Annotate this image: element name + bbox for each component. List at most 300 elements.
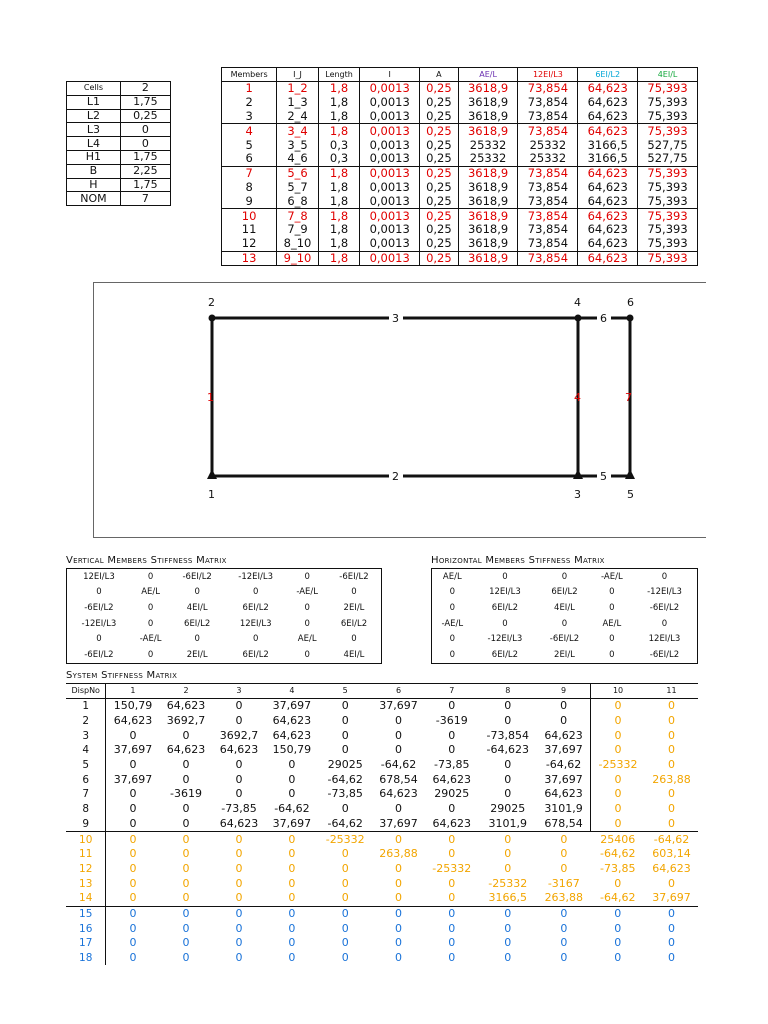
matrix-cell: -3167 bbox=[547, 876, 580, 890]
matrix-cell: 0 bbox=[129, 876, 137, 890]
row-header: 17 bbox=[66, 936, 106, 951]
matrix-cell: 603,14 bbox=[652, 847, 691, 861]
parameter-name: L4 bbox=[67, 137, 121, 151]
matrix-cell: 0 bbox=[288, 921, 296, 935]
matrix-cell: 678,54 bbox=[537, 817, 591, 832]
member-cell: 3618,9 bbox=[458, 209, 518, 223]
matrix-cell: 0 bbox=[667, 758, 675, 772]
matrix-cell: 0 bbox=[479, 906, 537, 921]
matrix-cell: 150,79 bbox=[113, 699, 153, 713]
matrix-cell: -12EI/L3 bbox=[647, 587, 682, 598]
member-cell: 75,393 bbox=[638, 209, 698, 223]
member-cell: 25332 bbox=[458, 138, 518, 152]
vertical-matrix-title: Vertical Members Stiffness Matrix bbox=[66, 555, 227, 566]
member-cell: 73,854 bbox=[518, 237, 578, 251]
matrix-cell: 0 bbox=[252, 587, 259, 598]
member-cell: 3_4 bbox=[277, 124, 319, 138]
member-cell: 75,393 bbox=[638, 223, 698, 237]
column-header: 7 bbox=[425, 684, 479, 699]
system-row bbox=[66, 728, 698, 743]
matrix-cell: AE/L bbox=[602, 618, 622, 629]
node-4-joint bbox=[575, 315, 582, 322]
matrix-cell: 64,623 bbox=[652, 861, 691, 875]
matrix-cell: 0 bbox=[560, 861, 568, 875]
member-cell: 64,623 bbox=[578, 194, 638, 208]
matrix-cell: 0 bbox=[129, 728, 137, 742]
matrix-cell: 3166,5 bbox=[488, 891, 528, 905]
matrix-cell: -12EI/L3 bbox=[238, 571, 274, 582]
matrix-cell: 0 bbox=[502, 571, 508, 582]
matrix-cell: 0 bbox=[288, 936, 296, 950]
row-header: 8 bbox=[66, 802, 106, 817]
matrix-cell: 0 bbox=[288, 772, 296, 786]
matrix-cell: 2EI/L bbox=[186, 649, 208, 660]
row-header: 4 bbox=[66, 743, 106, 758]
matrix-cell: 0 bbox=[667, 728, 675, 742]
matrix-cell: 0 bbox=[560, 951, 568, 965]
node-label: 3 bbox=[574, 488, 581, 501]
system-row bbox=[66, 699, 698, 714]
matrix-cell: -25332 bbox=[432, 861, 472, 875]
member-row bbox=[222, 181, 698, 195]
node-label: 4 bbox=[574, 296, 581, 309]
matrix-cell: 0 bbox=[235, 787, 243, 801]
matrix-cell: 0 bbox=[106, 906, 160, 921]
parameter-value: 7 bbox=[120, 192, 170, 206]
matrix-cell: 0 bbox=[106, 832, 160, 847]
row-header: 6 bbox=[66, 772, 106, 787]
matrix-cell: 29025 bbox=[490, 802, 526, 816]
member-cell: 64,623 bbox=[578, 166, 638, 180]
parameter-row bbox=[67, 82, 171, 96]
matrix-cell: 0 bbox=[448, 936, 456, 950]
matrix-cell: 0 bbox=[182, 951, 190, 965]
member-cell: 3_5 bbox=[277, 138, 319, 152]
matrix-cell: 0 bbox=[182, 802, 190, 816]
member-cell: 0,25 bbox=[420, 251, 459, 266]
matrix-row bbox=[432, 647, 698, 663]
matrix-cell: 3101,9 bbox=[537, 802, 591, 817]
member-cell: 1_3 bbox=[277, 96, 319, 110]
matrix-cell: 0 bbox=[591, 906, 645, 921]
matrix-cell: 0 bbox=[667, 951, 675, 965]
system-row bbox=[66, 758, 698, 773]
member-label: 1 bbox=[207, 391, 214, 404]
matrix-cell: -AE/L bbox=[601, 571, 623, 582]
matrix-cell: 37,697 bbox=[372, 817, 425, 832]
member-row bbox=[222, 124, 698, 138]
member-cell: 75,393 bbox=[638, 237, 698, 251]
member-cell: 0,25 bbox=[420, 96, 459, 110]
system-row bbox=[66, 906, 698, 921]
node-label: 5 bbox=[627, 488, 634, 501]
parameter-value: 1,75 bbox=[120, 178, 170, 192]
column-header: 6EI/L2 bbox=[578, 68, 638, 82]
member-cell: 7 bbox=[222, 166, 277, 180]
matrix-cell: 0 bbox=[129, 847, 137, 861]
matrix-cell: 0 bbox=[372, 832, 425, 847]
matrix-cell: 0 bbox=[661, 571, 668, 582]
matrix-cell: 0 bbox=[265, 906, 318, 921]
system-row bbox=[66, 876, 698, 891]
member-cell: 1,8 bbox=[318, 237, 359, 251]
matrix-cell: -6EI/L2 bbox=[84, 649, 114, 660]
member-cell: 75,393 bbox=[638, 124, 698, 138]
member-cell: 1,8 bbox=[318, 181, 359, 195]
member-row bbox=[222, 152, 698, 166]
members-header-row bbox=[222, 68, 698, 82]
matrix-row bbox=[67, 585, 382, 601]
matrix-cell: 6EI/L2 bbox=[551, 587, 578, 598]
matrix-cell: 0 bbox=[425, 906, 479, 921]
member-cell: 3166,5 bbox=[578, 138, 638, 152]
member-cell: 75,393 bbox=[638, 166, 698, 180]
column-header: 9 bbox=[537, 684, 591, 699]
matrix-cell: 0 bbox=[129, 861, 137, 875]
matrix-cell: 37,697 bbox=[265, 817, 318, 832]
member-cell: 0,25 bbox=[420, 152, 459, 166]
matrix-cell: AE/L bbox=[297, 634, 317, 645]
matrix-cell: 0 bbox=[106, 817, 160, 832]
support-node-1 bbox=[207, 469, 217, 479]
member-row bbox=[222, 166, 698, 180]
member-row bbox=[222, 209, 698, 223]
matrix-cell: -73,85 bbox=[221, 802, 257, 816]
matrix-cell: 37,697 bbox=[537, 772, 591, 787]
matrix-cell: 0 bbox=[235, 714, 243, 728]
member-cell: 0,0013 bbox=[360, 166, 420, 180]
row-header: 16 bbox=[66, 921, 106, 936]
matrix-cell: 0 bbox=[504, 847, 512, 861]
matrix-cell: 0 bbox=[235, 861, 243, 875]
member-cell: 7_9 bbox=[277, 223, 319, 237]
member-cell: 3618,9 bbox=[458, 110, 518, 124]
matrix-row bbox=[432, 585, 698, 601]
matrix-cell: 0 bbox=[537, 714, 591, 729]
parameters-table bbox=[66, 81, 171, 206]
matrix-cell: 0 bbox=[504, 714, 512, 728]
matrix-cell: 0 bbox=[235, 847, 243, 861]
member-cell: 73,854 bbox=[518, 181, 578, 195]
member-cell: 75,393 bbox=[638, 82, 698, 96]
matrix-cell: 0 bbox=[288, 861, 296, 875]
matrix-cell: -64,62 bbox=[318, 817, 372, 832]
member-cell: 1,8 bbox=[318, 209, 359, 223]
matrix-cell: 37,697 bbox=[537, 743, 591, 758]
matrix-cell: -64,62 bbox=[537, 758, 591, 773]
matrix-cell: -6EI/L2 bbox=[549, 634, 580, 645]
matrix-cell: -73,85 bbox=[434, 758, 470, 772]
matrix-cell: 0 bbox=[194, 634, 200, 645]
matrix-cell: 64,623 bbox=[166, 743, 206, 757]
matrix-cell: 150,79 bbox=[272, 743, 312, 757]
matrix-cell: 0 bbox=[449, 634, 456, 645]
member-cell: 7_8 bbox=[277, 209, 319, 223]
system-matrix-title: System Stiffness Matrix bbox=[66, 670, 178, 681]
parameter-value: 2 bbox=[120, 82, 170, 96]
matrix-cell: 0 bbox=[213, 906, 266, 921]
member-cell: 3618,9 bbox=[458, 181, 518, 195]
matrix-cell: -6EI/L2 bbox=[84, 602, 114, 613]
member-cell: 3618,9 bbox=[458, 124, 518, 138]
matrix-cell: 4EI/L bbox=[554, 602, 575, 613]
member-cell: 0,0013 bbox=[360, 124, 420, 138]
matrix-cell: 0 bbox=[614, 714, 622, 728]
matrix-cell: 0 bbox=[504, 758, 512, 772]
matrix-cell: 0 bbox=[614, 936, 622, 950]
member-cell: 0,0013 bbox=[360, 110, 420, 124]
matrix-cell: 0 bbox=[448, 876, 456, 890]
matrix-cell: 0 bbox=[394, 743, 402, 757]
member-cell: 25332 bbox=[518, 152, 578, 166]
matrix-cell: 0 bbox=[504, 936, 512, 950]
member-cell: 73,854 bbox=[518, 251, 578, 266]
matrix-cell: 0 bbox=[504, 951, 512, 965]
matrix-cell: -64,62 bbox=[327, 772, 363, 786]
matrix-cell: 0 bbox=[394, 921, 402, 935]
matrix-cell: 0 bbox=[341, 936, 349, 950]
member-row bbox=[222, 110, 698, 124]
member-cell: 64,623 bbox=[578, 110, 638, 124]
frame-diagram bbox=[93, 282, 705, 538]
column-header: 6 bbox=[372, 684, 425, 699]
matrix-cell: 0 bbox=[147, 571, 154, 582]
matrix-cell: 12EI/L3 bbox=[239, 618, 272, 629]
member-cell: 0,25 bbox=[420, 82, 459, 96]
parameter-row bbox=[67, 123, 171, 137]
member-cell: 3618,9 bbox=[458, 237, 518, 251]
matrix-cell: 0 bbox=[182, 728, 190, 742]
member-cell: 64,623 bbox=[578, 96, 638, 110]
member-row bbox=[222, 82, 698, 96]
matrix-cell: 0 bbox=[448, 847, 456, 861]
matrix-cell: -12EI/L3 bbox=[487, 634, 523, 645]
column-header: 12EI/L3 bbox=[518, 68, 578, 82]
member-cell: 5 bbox=[222, 138, 277, 152]
matrix-cell: 0 bbox=[667, 787, 675, 801]
matrix-cell: 0 bbox=[182, 772, 190, 786]
support-node-5 bbox=[625, 469, 635, 479]
matrix-cell: 6EI/L2 bbox=[242, 649, 269, 660]
member-cell: 0,25 bbox=[420, 110, 459, 124]
matrix-cell: 0 bbox=[537, 832, 591, 847]
matrix-cell: 0 bbox=[147, 602, 154, 613]
matrix-cell: 0 bbox=[449, 649, 456, 660]
matrix-row bbox=[432, 600, 698, 616]
system-row bbox=[66, 951, 698, 966]
parameter-value: 1,75 bbox=[120, 150, 170, 164]
matrix-cell: 0 bbox=[129, 936, 137, 950]
column-header: 8 bbox=[479, 684, 537, 699]
row-header: 9 bbox=[66, 817, 106, 832]
system-header-row bbox=[66, 684, 698, 699]
system-row bbox=[66, 802, 698, 817]
matrix-cell: -73,85 bbox=[600, 861, 636, 875]
member-cell: 75,393 bbox=[638, 181, 698, 195]
matrix-cell: 3692,7 bbox=[219, 728, 259, 742]
matrix-cell: -64,623 bbox=[486, 743, 530, 757]
matrix-cell: 0 bbox=[667, 816, 675, 830]
member-cell: 0,0013 bbox=[360, 194, 420, 208]
matrix-row bbox=[432, 631, 698, 647]
matrix-cell: -6EI/L2 bbox=[182, 571, 212, 582]
matrix-cell: 0 bbox=[304, 571, 310, 582]
member-cell: 3618,9 bbox=[458, 223, 518, 237]
matrix-cell: 0 bbox=[504, 699, 512, 713]
matrix-cell: 0 bbox=[182, 861, 190, 875]
column-header: Members bbox=[222, 68, 277, 82]
member-cell: 3618,9 bbox=[458, 82, 518, 96]
member-cell: 6 bbox=[222, 152, 277, 166]
matrix-cell: -12EI/L3 bbox=[81, 618, 117, 629]
member-cell: 64,623 bbox=[578, 223, 638, 237]
matrix-cell: 64,623 bbox=[537, 728, 591, 743]
parameter-name: H bbox=[67, 178, 121, 192]
member-cell: 0,0013 bbox=[360, 251, 420, 266]
system-row bbox=[66, 817, 698, 832]
matrix-cell: 29025 bbox=[327, 758, 363, 772]
matrix-cell: 0 bbox=[609, 587, 615, 598]
parameter-row bbox=[67, 137, 171, 151]
member-cell: 0,3 bbox=[318, 152, 359, 166]
members-table bbox=[221, 67, 698, 266]
matrix-row bbox=[67, 600, 382, 616]
matrix-cell: 0 bbox=[614, 728, 622, 742]
matrix-cell: 0 bbox=[235, 699, 243, 713]
matrix-cell: 0 bbox=[341, 743, 349, 757]
matrix-cell: 0 bbox=[667, 936, 675, 950]
matrix-cell: -64,62 bbox=[600, 891, 636, 905]
member-cell: 1,8 bbox=[318, 194, 359, 208]
column-header: A bbox=[420, 68, 459, 82]
matrix-cell: 0 bbox=[614, 921, 622, 935]
member-cell: 4 bbox=[222, 124, 277, 138]
member-cell: 13 bbox=[222, 251, 277, 266]
matrix-cell: -25332 bbox=[488, 876, 528, 890]
parameter-value: 0 bbox=[120, 137, 170, 151]
matrix-cell: 0 bbox=[504, 787, 512, 801]
matrix-cell: 263,88 bbox=[652, 772, 691, 786]
matrix-cell: 0 bbox=[182, 921, 190, 935]
matrix-cell: 6EI/L2 bbox=[340, 618, 368, 629]
matrix-cell: 0 bbox=[341, 847, 349, 861]
column-header: 3 bbox=[213, 684, 266, 699]
horizontal-stiffness-matrix bbox=[431, 568, 698, 664]
matrix-cell: 0 bbox=[182, 936, 190, 950]
member-cell: 3618,9 bbox=[458, 96, 518, 110]
member-cell: 0,0013 bbox=[360, 138, 420, 152]
parameter-row bbox=[67, 178, 171, 192]
matrix-cell: 0 bbox=[341, 891, 349, 905]
matrix-cell: 0 bbox=[448, 921, 456, 935]
member-cell: 0,0013 bbox=[360, 152, 420, 166]
matrix-cell: 0 bbox=[537, 906, 591, 921]
matrix-row bbox=[432, 616, 698, 632]
matrix-cell: 0 bbox=[129, 891, 137, 905]
member-cell: 5_6 bbox=[277, 166, 319, 180]
support-node-3 bbox=[573, 469, 583, 479]
member-cell: 25332 bbox=[458, 152, 518, 166]
matrix-cell: 0 bbox=[448, 743, 456, 757]
member-label: 7 bbox=[625, 391, 632, 404]
member-cell: 527,75 bbox=[638, 152, 698, 166]
matrix-cell: 0 bbox=[288, 891, 296, 905]
member-cell: 73,854 bbox=[518, 110, 578, 124]
matrix-cell: 0 bbox=[182, 891, 190, 905]
row-header: 7 bbox=[66, 787, 106, 802]
row-header: 3 bbox=[66, 728, 106, 743]
member-cell: 75,393 bbox=[638, 251, 698, 266]
member-cell: 75,393 bbox=[638, 110, 698, 124]
member-cell: 73,854 bbox=[518, 166, 578, 180]
member-cell: 73,854 bbox=[518, 209, 578, 223]
parameter-value: 0 bbox=[120, 123, 170, 137]
matrix-cell: 6EI/L2 bbox=[184, 618, 211, 629]
member-cell: 0,25 bbox=[420, 237, 459, 251]
member-row bbox=[222, 194, 698, 208]
matrix-cell: 0 bbox=[504, 921, 512, 935]
matrix-cell: 0 bbox=[425, 832, 479, 847]
matrix-cell: 0 bbox=[341, 876, 349, 890]
system-row bbox=[66, 787, 698, 802]
system-row bbox=[66, 862, 698, 877]
row-header: 14 bbox=[66, 891, 106, 906]
matrix-cell: 0 bbox=[288, 847, 296, 861]
matrix-cell: -73,85 bbox=[327, 787, 363, 801]
matrix-cell: 678,54 bbox=[379, 772, 418, 786]
member-cell: 8_10 bbox=[277, 237, 319, 251]
matrix-cell: 0 bbox=[614, 816, 622, 830]
matrix-cell: 0 bbox=[560, 921, 568, 935]
matrix-cell: 0 bbox=[213, 832, 266, 847]
matrix-cell: 0 bbox=[341, 714, 349, 728]
matrix-cell: 0 bbox=[129, 802, 137, 816]
matrix-cell: 64,623 bbox=[272, 714, 312, 728]
matrix-cell: 0 bbox=[147, 618, 154, 629]
member-cell: 527,75 bbox=[638, 138, 698, 152]
node-label: 2 bbox=[208, 296, 215, 309]
matrix-cell: AE/L bbox=[442, 571, 462, 582]
matrix-cell: 0 bbox=[614, 787, 622, 801]
member-cell: 0,25 bbox=[420, 138, 459, 152]
matrix-cell: -64,62 bbox=[380, 758, 417, 772]
matrix-row bbox=[432, 569, 698, 585]
column-header: 11 bbox=[645, 684, 698, 699]
member-cell: 4_6 bbox=[277, 152, 319, 166]
row-header: 11 bbox=[66, 847, 106, 862]
matrix-cell: 0 bbox=[609, 634, 615, 645]
matrix-cell: 64,623 bbox=[213, 817, 266, 832]
matrix-cell: 0 bbox=[394, 861, 402, 875]
matrix-cell: 0 bbox=[614, 876, 622, 890]
matrix-cell: 0 bbox=[609, 649, 615, 660]
matrix-row bbox=[67, 631, 382, 647]
matrix-cell: 37,697 bbox=[113, 743, 153, 757]
matrix-cell: 0 bbox=[252, 634, 259, 645]
matrix-cell: 0 bbox=[614, 772, 622, 786]
parameter-name: L3 bbox=[67, 123, 121, 137]
matrix-cell: -6EI/L2 bbox=[649, 602, 680, 613]
member-cell: 64,623 bbox=[578, 124, 638, 138]
matrix-cell: 0 bbox=[160, 832, 213, 847]
node-2-joint bbox=[209, 315, 216, 322]
row-header: 18 bbox=[66, 951, 106, 966]
member-label: 5 bbox=[600, 470, 607, 483]
parameter-value: 1,75 bbox=[120, 95, 170, 109]
member-cell: 9 bbox=[222, 194, 277, 208]
system-row bbox=[66, 743, 698, 758]
member-cell: 1,8 bbox=[318, 166, 359, 180]
